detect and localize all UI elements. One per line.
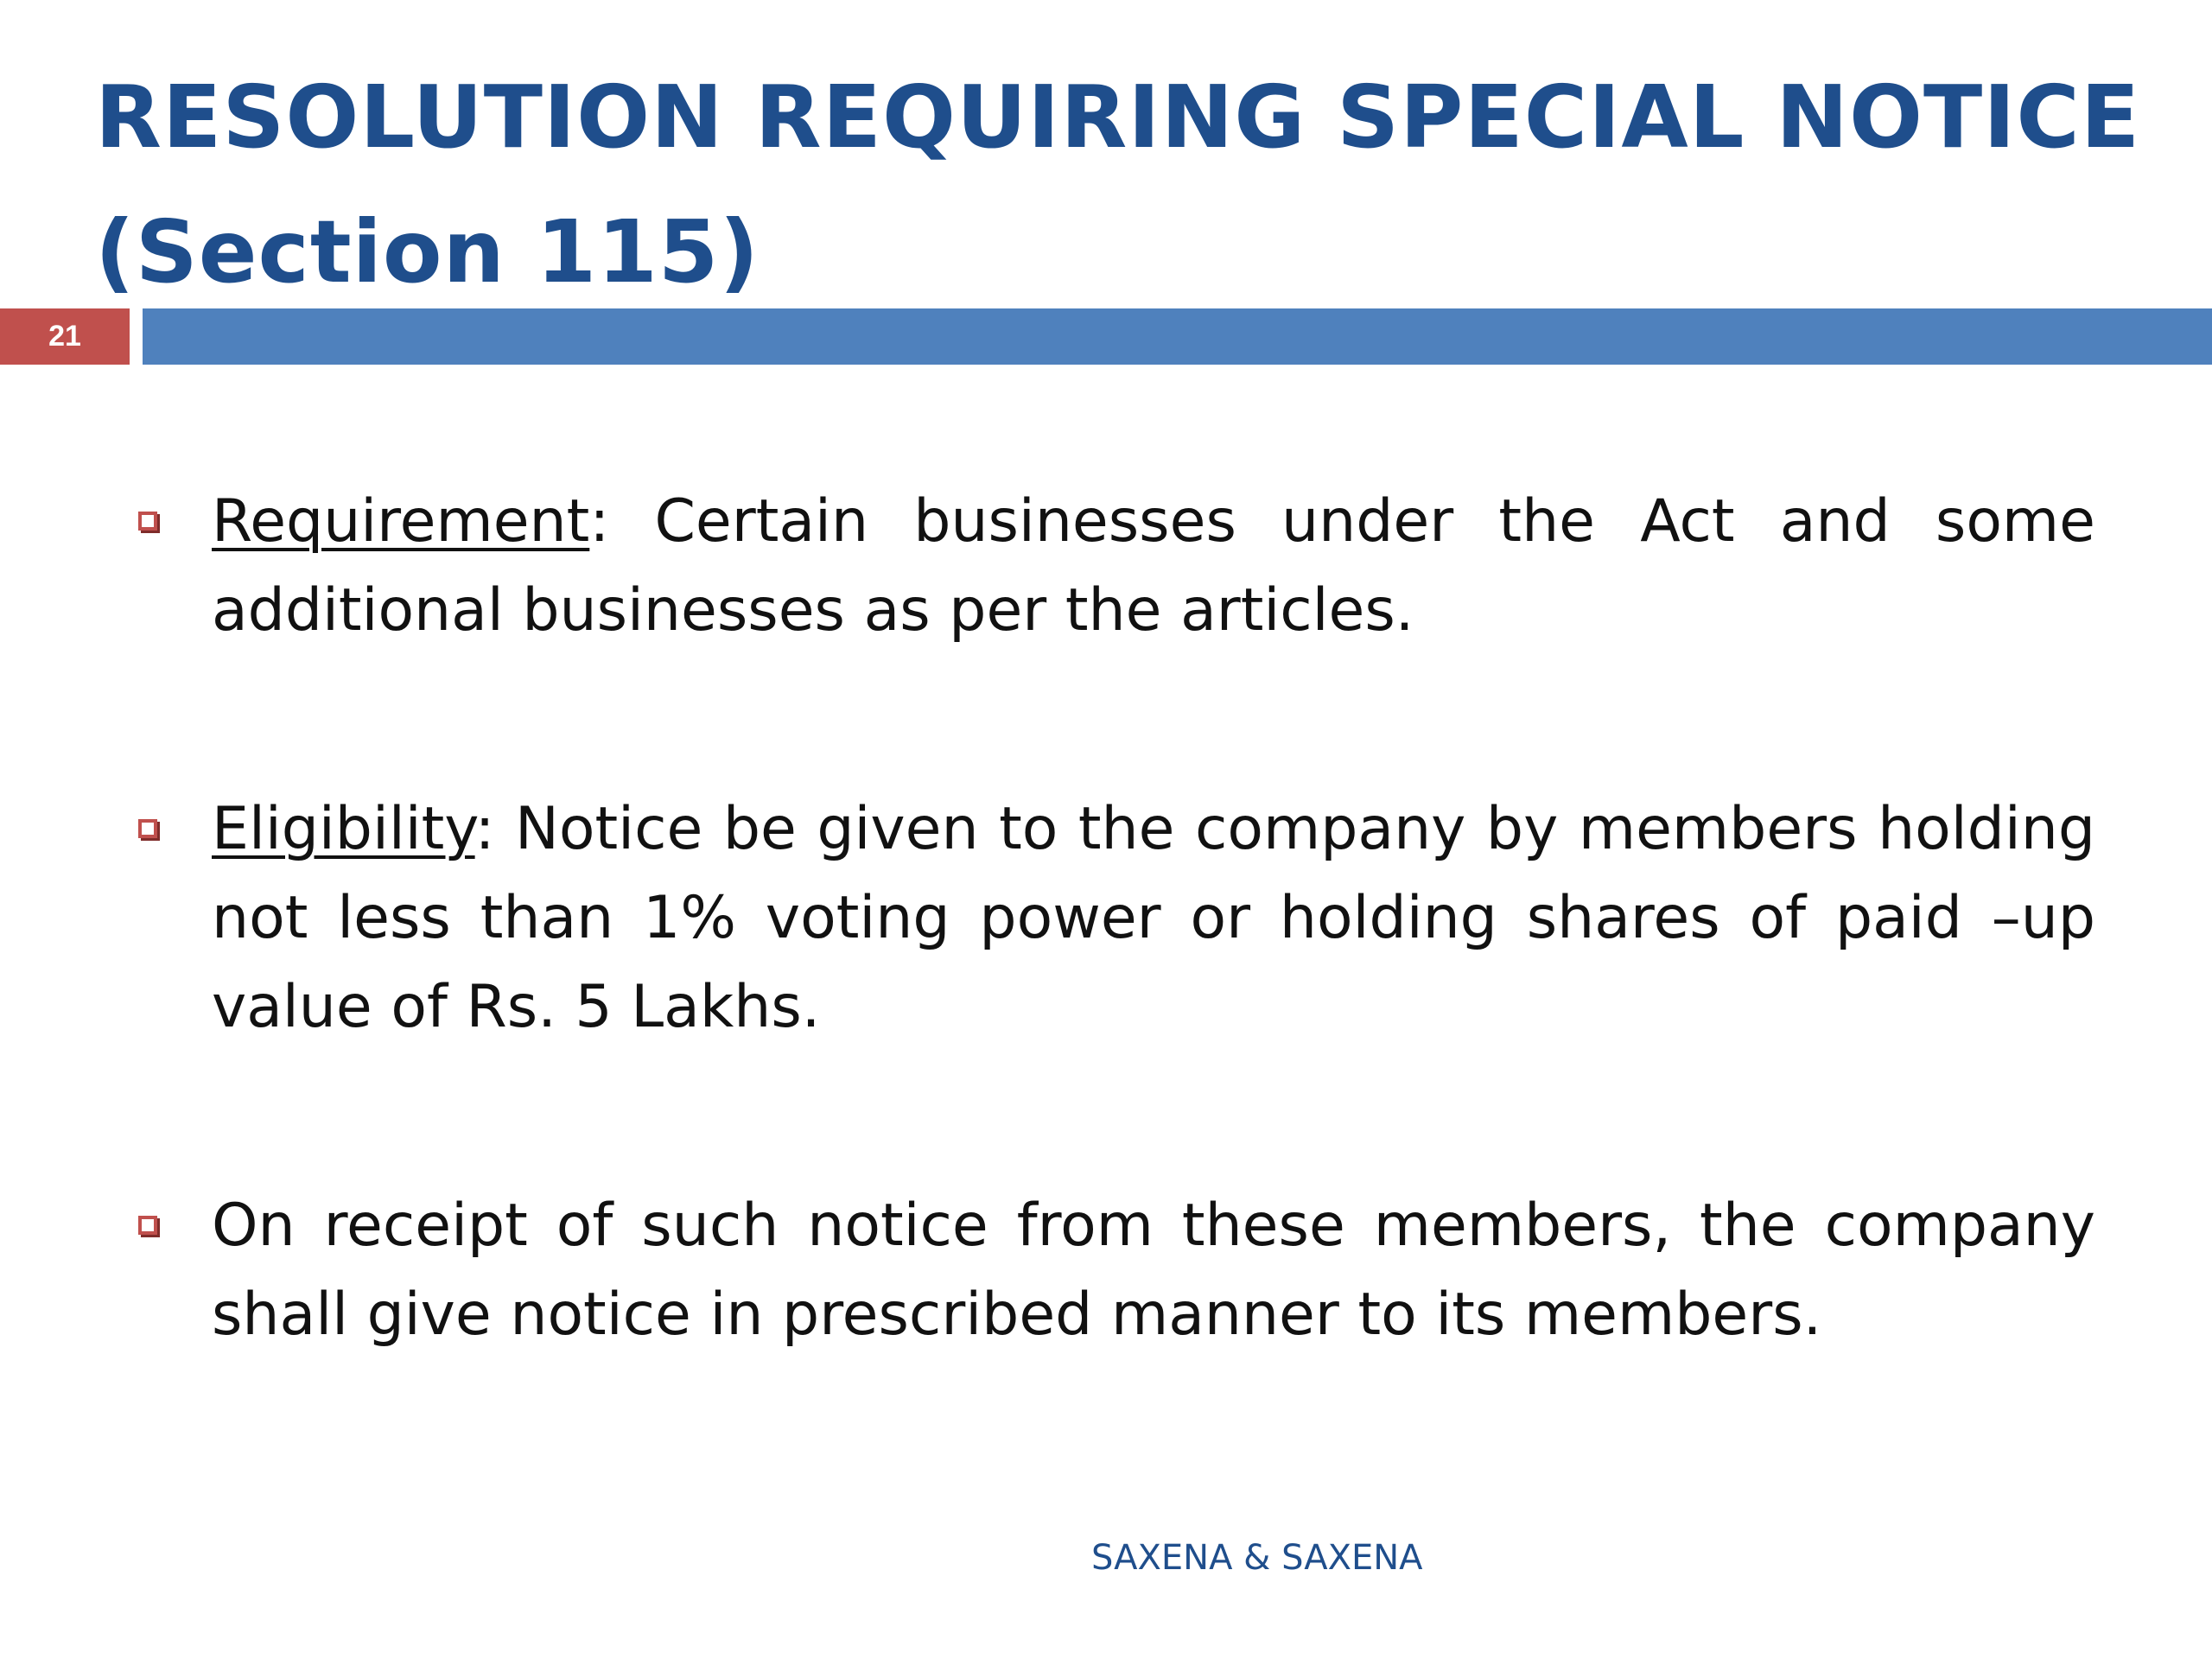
bullet-term: Eligibility [212,795,475,863]
bullet-term: Requirement [212,487,590,556]
bullet-text: Certain businesses under the Act and some additional businesses as per the articles. [212,487,2095,645]
bullet-item-notice-receipt [212,1181,2095,1359]
bullet-separator: : [589,487,610,556]
slide-number-badge: 21 [0,308,130,365]
slide-title-line-2: (Section 115) [95,201,760,302]
square-bullet-icon [138,512,157,531]
bullet-item-eligibility [212,785,2095,1052]
bullet-item-requirement [212,477,2095,655]
bullet-text: Notice be given to the company by members holding not less than 1% voting power or holding shares of paid –up value of Rs. 5 Lakhs. [212,795,2095,1041]
bullet-separator: : [474,795,495,863]
slide-title-line-1: RESOLUTION REQUIRING SPECIAL NOTICE [95,67,2141,168]
square-bullet-icon [138,1216,157,1235]
footer-text: SAXENA & SAXENA [1091,1538,1423,1578]
bullet-text: On receipt of such notice from these members, the company shall give notice in prescribed manner to its members. [212,1192,2095,1349]
square-bullet-icon [138,819,157,838]
